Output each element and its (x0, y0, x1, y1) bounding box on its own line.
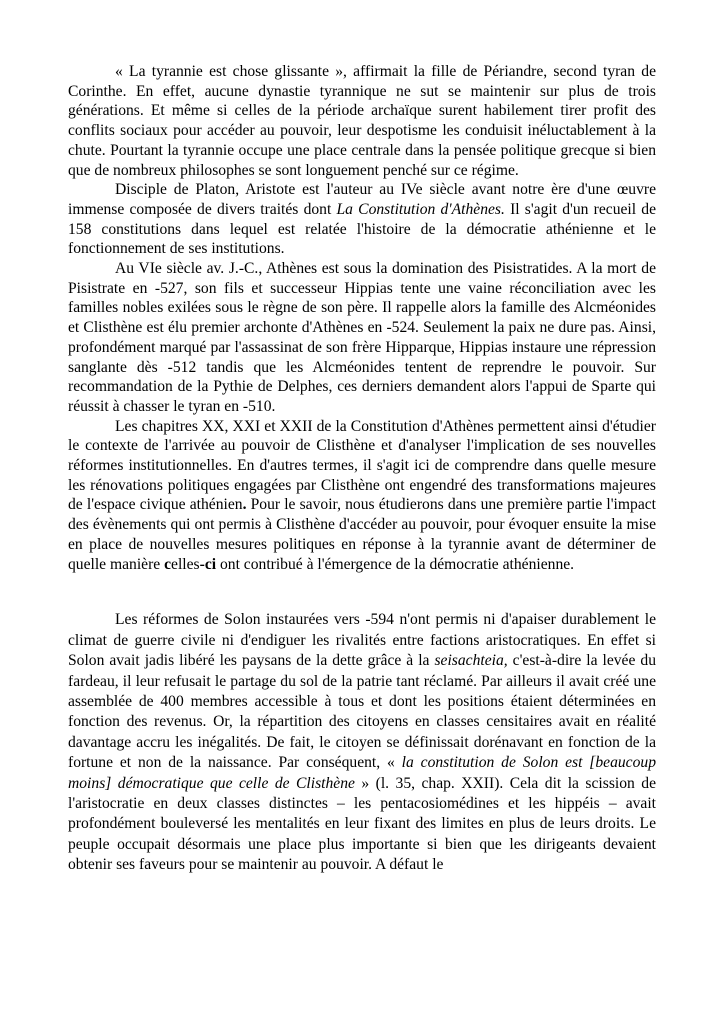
paragraph-text: Pour le savoir, nous étudierons dans une première partie l'impact des évènements qui ont permis à Clisthène d'accéder au pouvoir, pour évoquer ensuite la mise en place de nouvelles mesures politiques en réponse à la tyrannie avant de déterminer de quelle manière (68, 496, 656, 573)
greek-term: seisachteia, (434, 652, 508, 670)
paragraph-text: Au VIe siècle av. J.-C., Athènes est sous la domination des Pisistratides. A la mort de Pisistrate en -527, son fils et successeur Hippias tente une vaine réconciliation avec les familles nobles exilées sous le règne de son père. Il rappelle alors la famille des Alcméonides et Clisthène est élu premier archonte d'Athènes en -524. Seulement la paix ne dure pas. Ainsi, profondément marqué par l'assassinat de son frère Hipparque, Hippias instaure une répression sanglante dès -512 tandis que les Alcméonides tentent de reprendre le pouvoir. Sur recommandation de la Pythie de Delphes, ces derniers demandent alors l'appui de Sparte qui réussit à chasser le tyran en -510. (68, 260, 656, 415)
paragraph-text: Il s'agit d'un recueil de 158 constitutions dans lequel est relatée l'histoire de la démocratie athénienne et le fonctionnement de ses institutions. (68, 200, 656, 258)
paragraph (68, 180, 656, 259)
bold-letter: c (164, 555, 172, 573)
paragraph-text: » (l. 35, chap. XXII). Cela dit la scission de l'aristocratie en deux classes distinctes – les pentacosiomédines et les hippéis – avait profondément bouleversé les mentalités en leur fixant des limites en plus de leurs droits. Le peuple occupait désormais une place plus importante si bien que les dirigeants devaient obtenir ses faveurs pour se maintenir au pouvoir. A défaut le (68, 774, 656, 874)
paragraph-text: elles (171, 555, 200, 573)
paragraph-text: Les réformes de Solon instaurées vers -594 n'ont permis ni d'apaiser durablement le climat de guerre civile ni d'endiguer les rivalités entre factions aristocratiques. En effet si Solon avait jadis libéré les paysans de la dette grâce à la (68, 611, 656, 670)
quotation: la constitution de Solon est [beaucoup moins] démocratique que celle de Clisthène (68, 754, 656, 792)
introduction-section (68, 62, 656, 574)
paragraph (68, 62, 656, 180)
paragraph-text: « La tyrannie est chose glissante », affirmait la fille de Périandre, second tyran de Corinthe. En effet, aucune dynastie tyrannique ne sut se maintenir sur plus de trois générations. Et même si celles de la période archaïque surent habilement tirer profit des conflits sociaux pour accéder au pouvoir, leur despotisme les conduisit inéluctablement à la chute. Pourtant la tyrannie occupe une place centrale dans la pensée politique grecque si bien que de nombreux philosophes se sont longuement penché sur ce régime. (68, 63, 656, 179)
paragraph-text: Les chapitres XX, XXI et XXII de la Constitution d'Athènes permettent ainsi d'étudier le contexte de l'arrivée au pouvoir de Clisthène et d'analyser l'implication de ses nouvelles réformes institutionnelles. En d'autres termes, il s'agit ici de comprendre dans quelle mesure les rénovations politiques engagées par Clisthène ont engendré des transformations majeures de l'espace civique athénien (68, 417, 656, 514)
paragraph-text: Disciple de Platon, Aristote est l'auteur au IVe siècle avant notre ère d'une œuvre immense composée de divers traités dont (68, 181, 656, 218)
body-section (68, 610, 656, 875)
work-title: La Constitution d'Athènes. (336, 200, 505, 218)
paragraph-text: ont contribué à l'émergence de la démocratie athénienne. (216, 555, 575, 573)
section-gap (68, 574, 656, 610)
paragraph (68, 259, 656, 417)
paragraph (68, 417, 656, 575)
bold-period: . (242, 496, 247, 514)
bold-suffix: -ci (199, 555, 217, 573)
paragraph (68, 610, 656, 875)
paragraph-text: c'est-à-dire la levée du fardeau, il leur refusait le partage du sol de la patrie tant réclamé. Par ailleurs il avait créé une assemblée de 400 membres accessible à tous et dont les positions étaient déterminées en fonction des revenus. Or, la répartition des citoyens en classes censitaires avait en réalité davantage accru les inégalités. De fait, le citoyen se définissait dorénavant en fonction de la fortune et non de la naissance. Par conséquent, « (68, 652, 656, 772)
